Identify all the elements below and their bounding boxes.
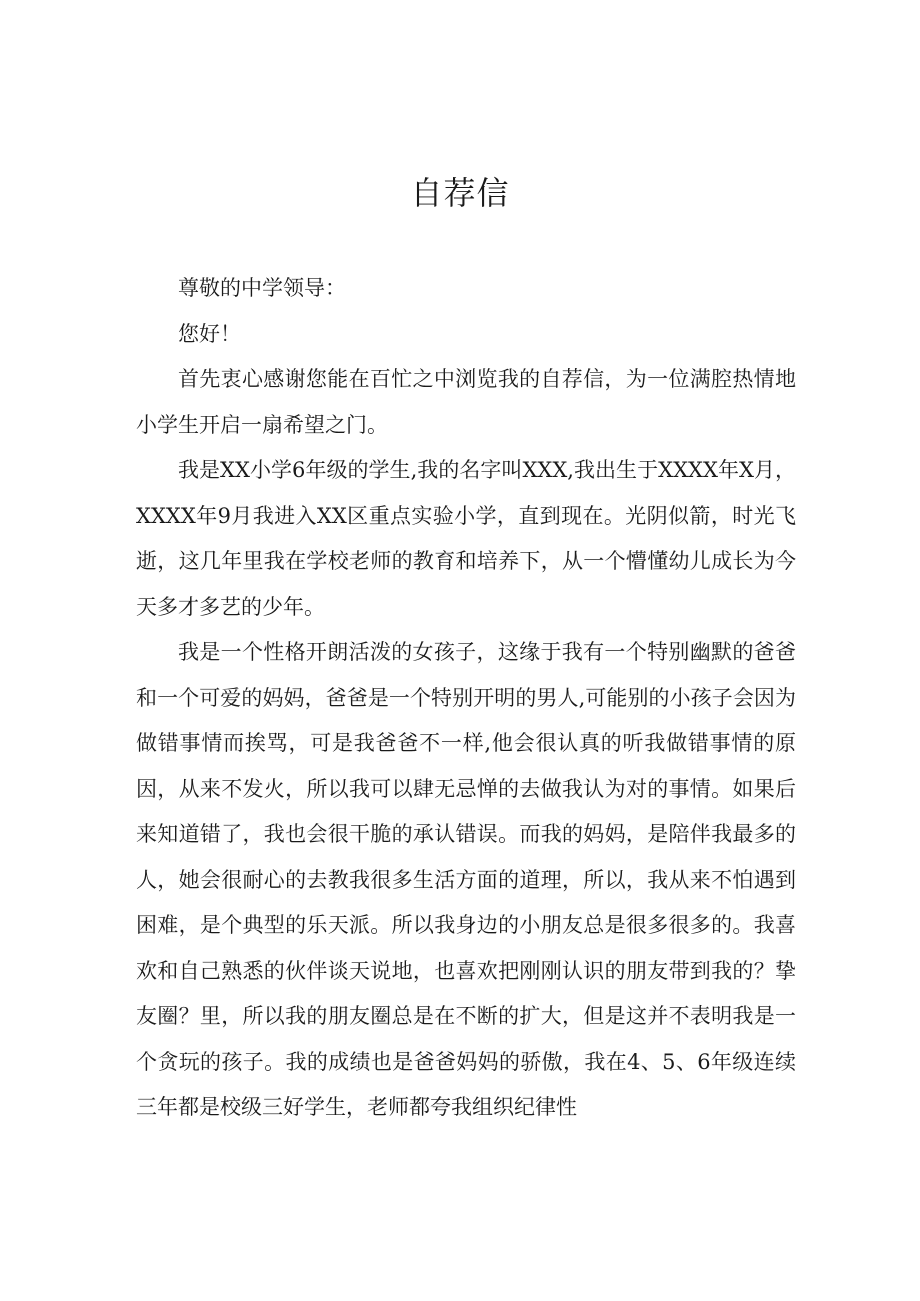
greeting: 您好！	[178, 321, 241, 346]
salutation: 尊敬的中学领导：	[178, 276, 346, 300]
document-title: 自荐信	[410, 174, 510, 212]
paragraph-intro: 首先衷心感谢您能在百忙之中浏览我的自荐信，为一位满腔热情地小学生开启一扇希望之门。	[136, 367, 796, 437]
paragraph-background: 我是XX小学6年级的学生,我的名字叫XXX,我出生于XXXX年X月，XXXX年9月我进入XX区重点实验小学，直到现在。光阴似箭，时光飞逝，这几年里我在学校老师的教育和培养下，从一个懵懂幼儿成长为今天多才多艺的少年。	[136, 458, 796, 619]
paragraph-personality: 我是一个性格开朗活泼的女孩子，这缘于我有一个特别幽默的爸爸和一个可爱的妈妈，爸爸是一个特别开明的男人,可能别的小孩子会因为做错事情而挨骂，可是我爸爸不一样,他会很认真的听我做错事情的原因，从来不发火，所以我可以肆无忌惮的去做我认为对的事情。如果后来知道错了，我也会很干脆的承认错误。而我的妈妈，是陪伴我最多的人，她会很耐心的去教我很多生活方面的道理，所以，我从来不怕遇到困难，是个典型的乐天派。所以我身边的小朋友总是很多很多的。我喜欢和自己熟悉的伙伴谈天说地，也喜欢把刚刚认识的朋友带到我的？挚友圈？里，所以我的朋友圈总是在不断的扩大，但是这并不表明我是一个贪玩的孩子。我的成绩也是爸爸妈妈的骄傲，我在4、5、6年级连续三年都是校级三好学生，老师都夸我组织纪律性	[136, 640, 796, 1119]
letter-body	[136, 266, 796, 1131]
